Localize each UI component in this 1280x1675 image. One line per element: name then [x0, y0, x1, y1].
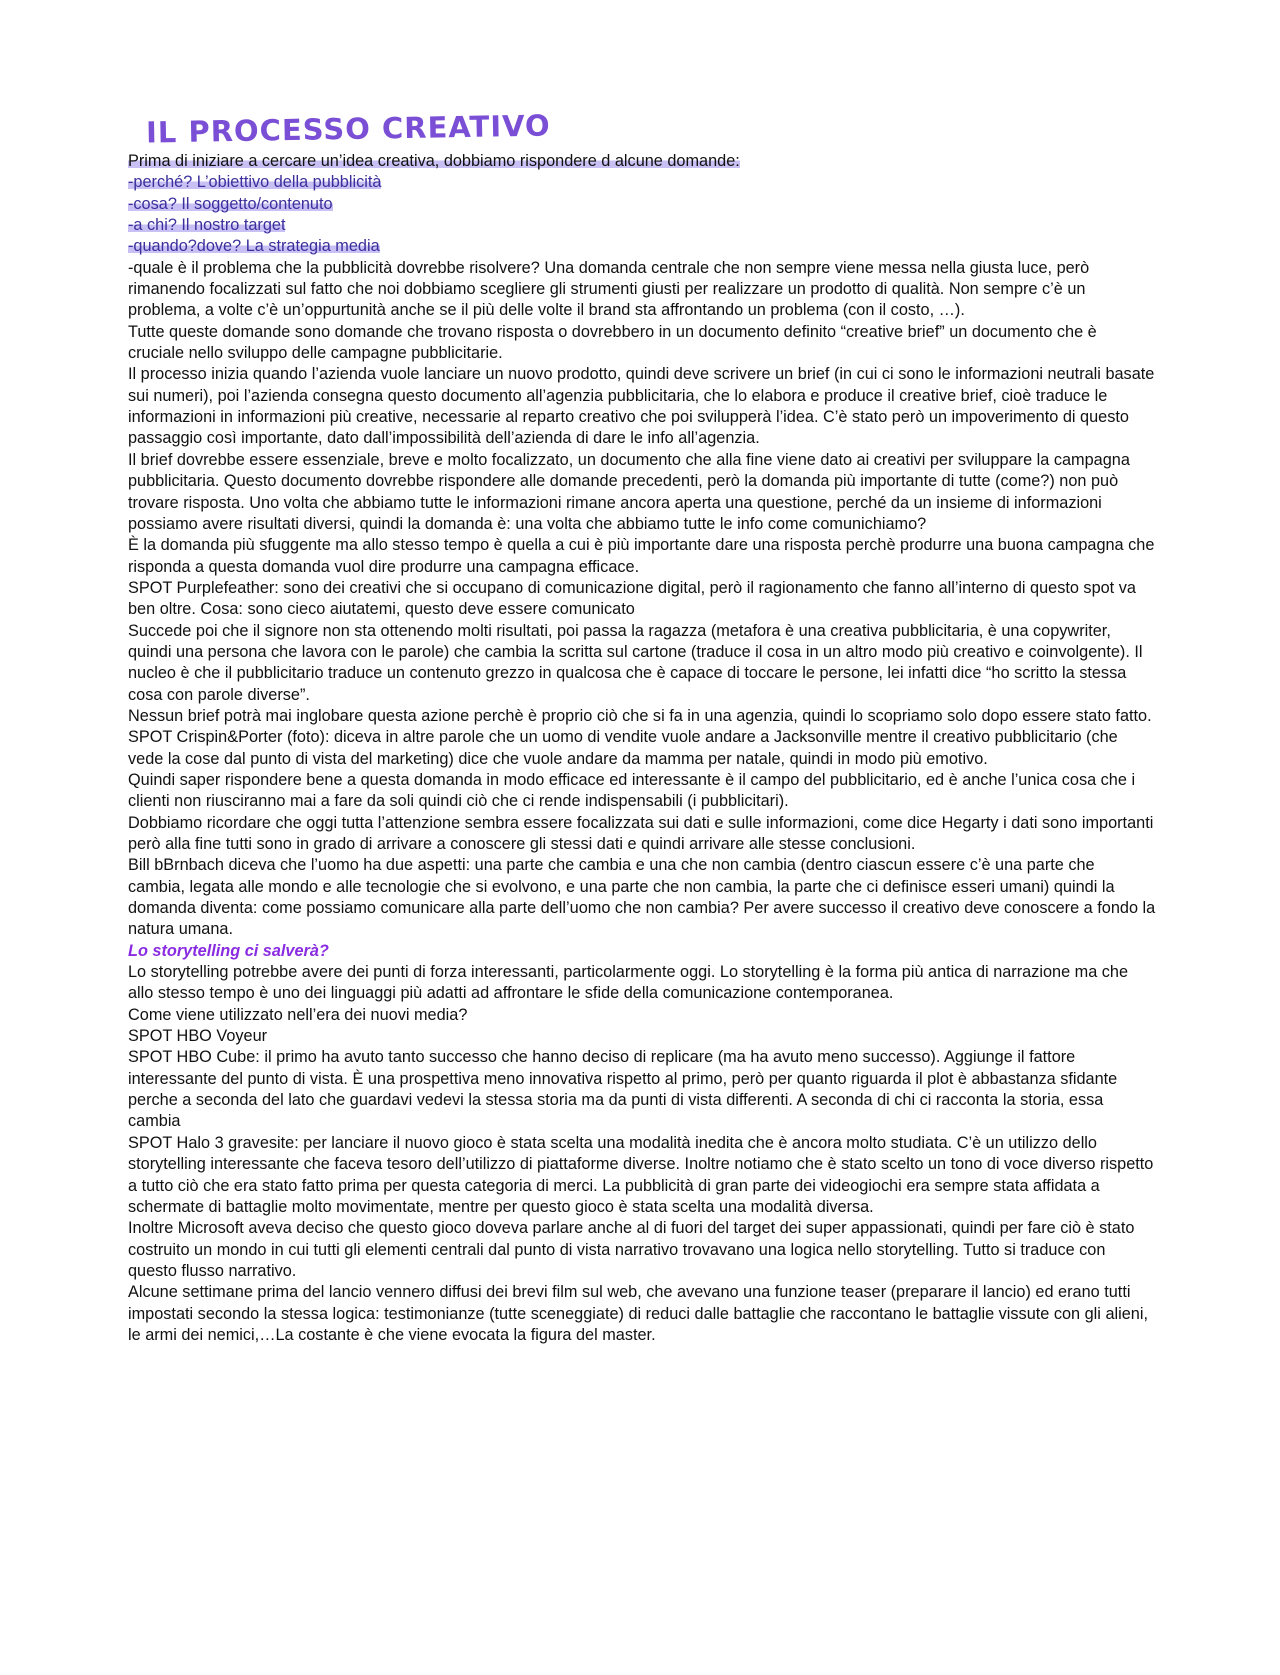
highlight: -quando?dove? La strategia media [128, 237, 380, 256]
paragraph: Nessun brief potrà mai inglobare questa azione perchè è proprio ciò che si fa in una agenzia, quindi lo scopriamo solo dopo essere stato fatto. [128, 706, 1152, 725]
paragraph: Bill bBrnbach diceva che l’uomo ha due aspetti: una parte che cambia e una che non cambia (dentro ciascun essere c’è una parte che cambia, legata alle mondo e alle tecnologie che si evolvono, e una parte che non cambia, la parte che ci definisce esseri umani) quindi la domanda diventa: come possiamo comunicare alla parte dell’uomo che non cambia? Per avere successo il creativo deve conoscere a fondo la natura umana. [128, 856, 1156, 939]
paragraph [128, 151, 1156, 172]
paragraph: -quale è il problema che la pubblicità dovrebbe risolvere? Una domanda centrale che non sempre viene messa nella giusta luce, però rimanendo focalizzati sul fatto che noi dobbiamo scegliere gli strumenti giusti per realizzare un prodotto di qualità. Non sempre c’è un problema, a volte c’è un’oppurtunità anche se il più delle volte il brand sta affrontando un problema (con il costo, …). [128, 258, 1090, 320]
paragraph: Quindi saper rispondere bene a questa domanda in modo efficace ed interessante è il campo del pubblicitario, ed è anche l’unica cosa che i clienti non riusciranno mai a fare da soli quindi ciò che ci rende indispensabili (i pubblicitari). [128, 770, 1136, 811]
paragraph: SPOT HBO Cube: il primo ha avuto tanto successo che hanno deciso di replicare (ma ha avuto meno successo). Aggiunge il fattore interessante del punto di vista. È una prospettiva meno innovativa rispetto al primo, però per quanto riguarda il plot è abbastanza sfidante perche a seconda del lato che guardavi vedevi la stessa storia ma da punti di vista differenti. A seconda di chi ci racconta la storia, essa cambia [128, 1048, 1118, 1131]
highlight: -a chi? Il nostro target [128, 216, 286, 235]
paragraph: Lo storytelling potrebbe avere dei punti di forza interessanti, particolarmente oggi. Lo storytelling è la forma più antica di narrazione ma che allo stesso tempo è uno dei linguaggi più adatti ad affrontare le sfide della comunicazione contemporanea. [128, 963, 1129, 1003]
paragraph: SPOT HBO Voyeur [128, 1027, 268, 1046]
paragraph: Inoltre Microsoft aveva deciso che questo gioco doveva parlare anche al di fuori del target dei super appassionati, quindi per fare ciò è stato costruito un mondo in cui tutti gli elementi centrali dal punto di vista narrativo trovavano una logica nello storytelling. Tutto si traduce con questo flusso narrativo. [128, 1219, 1135, 1280]
page-title: IL PROCESSO CREATIVO [145, 108, 551, 150]
paragraph: È la domanda più sfuggente ma allo stesso tempo è quella a cui è più importante dare una risposta perchè produrre una buona campagna che risponda a questa domanda vuol dire produrre una campagna efficace. [128, 536, 1155, 576]
paragraph: Tutte queste domande sono domande che trovano risposta o dovrebbero in un documento definito “creative brief” un documento che è cruciale nello sviluppo delle campagne pubblicitarie. [128, 322, 1097, 363]
list-item [128, 215, 1156, 236]
paragraph: SPOT Crispin&Porter (foto): diceva in altre parole che un uomo di vendite vuole andare a Jacksonville mentre il creativo pubblicitario (che vede la cose dal punto di vista del marketing) dice che vuole andare da mamma per natale, quindi in modo più emotivo. [128, 728, 1118, 768]
paragraph: Il processo inizia quando l’azienda vuole lanciare un nuovo prodotto, quindi deve scrivere un brief (in cui ci sono le informazioni neutrali basate sui numeri), poi l’azienda consegna questo documento all’agenzia pubblicitaria, che lo elabora e produce il creative brief, cioè traduce le informazioni in informazioni più creative, necessarie al reparto creativo che poi svilupperà l’idea. C’è stato però un impoverimento di questo passaggio così importante, dato dall’impossibilità dell’azienda di dare le info all’agenzia. [128, 365, 1155, 448]
paragraph: Alcune settimane prima del lancio vennero diffusi dei brevi film sul web, che avevano una funzione teaser (preparare il lancio) ed erano tutti impostati secondo la stessa logica: testimonianze (tutte sceneggiate) di reduci dalle battaglie che raccontano le battaglie vissute con gli alieni, le armi dei nemici,…La costante è che viene evocata la figura del master. [128, 1283, 1148, 1344]
paragraph: Dobbiamo ricordare che oggi tutta l’attenzione sembra essere focalizzata sui dati e sulle informazioni, come dice Hegarty i dati sono importanti però alla fine tutti sono in grado di arrivare a conoscere gli stessi dati e quindi arrivare alle stesse conclusioni. [128, 813, 1154, 853]
list-item [128, 194, 1156, 215]
paragraph: Come viene utilizzato nell’era dei nuovi media? [128, 1005, 468, 1024]
list-item [128, 172, 1156, 193]
paragraph: Succede poi che il signore non sta ottenendo molti risultati, poi passa la ragazza (metafora è una creativa pubblicitaria, è una copywriter, quindi una persona che lavora con le parole) che cambia la scritta sul cartone (traduce il cosa in un altro modo più creativo e coinvolgente). Il nucleo è che il pubblicitario traduce un contenuto grezzo in qualcosa che è capace di toccare le persone, lei infatti dice “ho scritto la stessa cosa con parole diverse”. [128, 621, 1143, 704]
paragraph: SPOT Purplefeather: sono dei creativi che si occupano di comunicazione digital, però il ragionamento che fanno all’interno di questo spot va ben oltre. Cosa: sono cieco aiutatemi, questo deve essere comunicato [128, 578, 1136, 619]
section-heading: Lo storytelling ci salverà? [128, 941, 329, 960]
list-item [128, 236, 1156, 257]
paragraph: Il brief dovrebbe essere essenziale, breve e molto focalizzato, un documento che alla fine viene dato ai creativi per sviluppare la campagna pubblicitaria. Questo documento dovrebbe rispondere alle domande precedenti, però la domanda più importante di tutte (come?) non può trovare risposta. Uno volta che abbiamo tutte le informazioni rimane ancora aperta una questione, perché da un insieme di informazioni possiamo avere risultati diversi, quindi la domanda è: una volta che abbiamo tutte le info come comunichiamo? [128, 450, 1130, 533]
highlight: -perché? L’obiettivo della pubblicità [128, 173, 382, 192]
highlight: -cosa? Il soggetto/contenuto [128, 194, 333, 213]
document-body [128, 151, 1156, 1346]
highlight: Prima di iniziare a cercare un’idea creativa, dobbiamo rispondere d alcune domande: [128, 152, 740, 170]
paragraph: SPOT Halo 3 gravesite: per lanciare il nuovo gioco è stata scelta una modalità inedita che è ancora molto studiata. C’è un utilizzo dello storytelling interessante che faceva tesoro dell’utilizzo di piattaforme diverse. Inoltre notiamo che è stato scelto un tono di voce diverso rispetto a tutto ciò che era stato fatto prima per questa categoria di merci. La pubblicità di gran parte dei videogiochi era sempre stata affidata a schermate di battaglie molto movimentate, mentre per questo gioco è stata scelta una modalità diversa. [128, 1133, 1154, 1216]
